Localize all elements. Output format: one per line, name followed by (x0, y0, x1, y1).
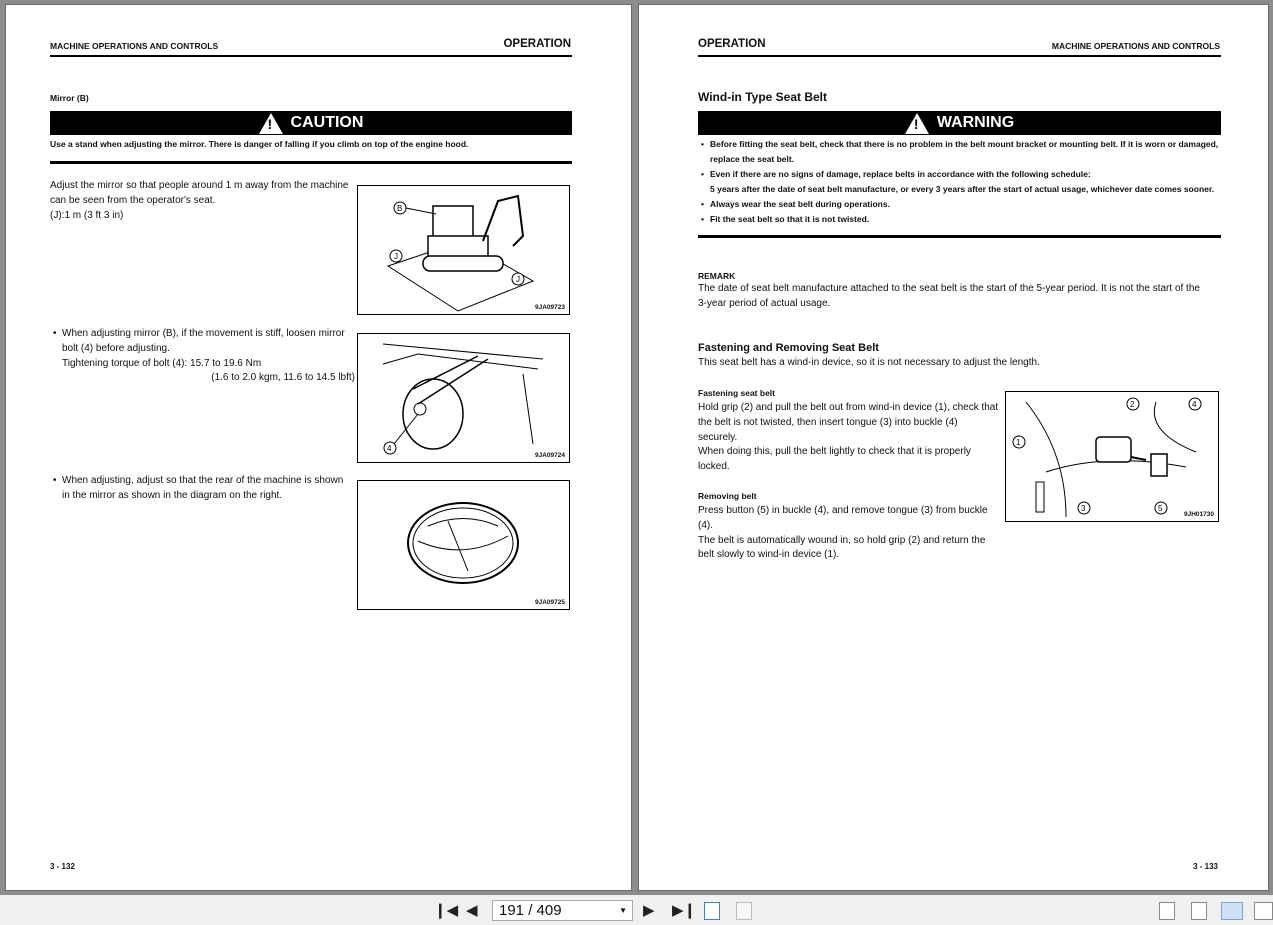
remark-label: REMARK (698, 271, 736, 281)
continuous-facing-view-icon[interactable] (1254, 902, 1273, 920)
callout-3: 3 (1081, 504, 1086, 513)
callout-j: J (516, 275, 520, 284)
excavator-illustration (358, 186, 569, 314)
text-line: Tightening torque of bolt (4): 15.7 to 19.6 Nm (62, 357, 262, 369)
figure-code: 9JA09723 (535, 304, 565, 311)
figure-seat-belt (1005, 391, 1219, 522)
page-number: 3 - 132 (50, 862, 75, 871)
chevron-down-icon[interactable]: ▼ (619, 906, 627, 915)
figure-excavator (357, 185, 570, 315)
warning-banner (698, 111, 1221, 135)
text-line: locked. (698, 461, 730, 473)
page-number: 3 - 133 (1193, 862, 1218, 871)
mirror-bolt-illustration (358, 334, 569, 462)
text-line: (J):1 m (3 ft 3 in) (50, 209, 124, 221)
callout-4: 4 (1192, 400, 1197, 409)
subsection-text: This seat belt has a wind-in device, so it is not necessary to adjust the length. (698, 357, 1040, 368)
fasten-label: Fastening seat belt (698, 388, 775, 398)
text-line: bolt (4) before adjusting. (62, 342, 170, 354)
callout-2: 2 (1130, 400, 1135, 409)
text-line: Press button (5) in buckle (4), and remove tongue (3) from buckle (698, 505, 988, 516)
page-number-input[interactable] (492, 900, 633, 921)
section-title: Mirror (B) (50, 93, 89, 103)
text-line: The belt is automatically wound in, so hold grip (2) and return the (698, 534, 986, 546)
go-back-view-icon[interactable] (704, 902, 720, 920)
section-title: Wind-in Type Seat Belt (698, 90, 828, 104)
warning-label: WARNING (936, 114, 1015, 131)
text-line: securely. (698, 431, 738, 443)
callout-b: B (397, 204, 403, 213)
left-page (5, 4, 632, 891)
remark-text (698, 282, 1200, 312)
first-page-icon[interactable]: ❙◀ (434, 902, 459, 919)
text-line: Adjust the mirror so that people around 1 m away from the machine (50, 180, 349, 191)
running-header-right: MACHINE OPERATIONS AND CONTROLS (1051, 41, 1220, 51)
text-line: in the mirror as shown in the diagram on the right. (62, 489, 283, 501)
caution-text: Use a stand when adjusting the mirror. There is danger of falling if you climb on top of the engine hood. (50, 139, 469, 149)
running-header-left: OPERATION (698, 38, 766, 50)
bullet-stiff (50, 327, 355, 386)
continuous-view-icon[interactable] (1191, 902, 1207, 920)
right-page (638, 4, 1269, 891)
caution-banner (50, 111, 572, 135)
text-line: the belt is not twisted, then insert tongue (3) into buckle (4) (698, 416, 958, 428)
text-line: replace the seat belt. (710, 154, 795, 164)
running-header-right: OPERATION (503, 38, 571, 50)
mirror-paragraph (50, 179, 348, 223)
callout-1: 1 (1016, 438, 1021, 447)
last-page-icon[interactable]: ▶❙ (672, 902, 697, 919)
text-line: • Even if there are no signs of damage, replace belts in accordance with the following schedule: (710, 169, 1091, 179)
fasten-text (698, 401, 1000, 475)
figure-code: 9JH01730 (1184, 511, 1214, 518)
text-line: • Fit the seat belt so that it is not twisted. (710, 214, 870, 224)
text-line: • When adjusting mirror (B), if the movement is stiff, loosen mirror (62, 328, 345, 339)
header-rule (698, 55, 1221, 57)
text-line: can be seen from the operator's seat. (50, 194, 216, 206)
navigation-toolbar (0, 895, 1273, 925)
callout-5: 5 (1158, 504, 1163, 513)
text-line: • Before fitting the seat belt, check that there is no problem in the belt mount bracket or mounting belt. If it is worn or damaged, (710, 139, 1219, 149)
prev-page-icon[interactable]: ◀ (466, 902, 478, 919)
bullet-rear (50, 474, 360, 504)
warning-triangle-icon (259, 113, 283, 134)
subsection-title: Fastening and Removing Seat Belt (698, 342, 879, 354)
callout-4: 4 (387, 444, 392, 453)
text-line: • Always wear the seat belt during operations. (710, 199, 890, 209)
figure-mirror-view (357, 480, 570, 610)
header-rule (50, 55, 572, 57)
go-forward-view-icon[interactable] (736, 902, 752, 920)
figure-code: 9JA09724 (535, 452, 565, 459)
remove-text (698, 504, 1000, 563)
callout-j: J (394, 252, 398, 261)
seat-belt-illustration (1006, 392, 1218, 521)
facing-pages-view-icon[interactable] (1221, 902, 1243, 920)
text-line: belt slowly to wind-in device (1). (698, 549, 840, 561)
caution-end-rule (50, 161, 572, 164)
remove-label: Removing belt (698, 491, 757, 501)
warning-end-rule (698, 235, 1221, 238)
text-line: The date of seat belt manufacture attached to the seat belt is the start of the 5-year period. It is not the start of the (698, 283, 1200, 294)
warning-list (698, 137, 1223, 227)
figure-code: 9JA09725 (535, 599, 565, 606)
warning-triangle-icon (905, 113, 929, 134)
next-page-icon[interactable]: ▶ (643, 902, 655, 919)
figure-mirror-bolt (357, 333, 570, 463)
text-line: Hold grip (2) and pull the belt out from wind-in device (1), check that (698, 402, 999, 413)
text-line: (4). (698, 519, 713, 531)
text-line: 5 years after the date of seat belt manufacture, or every 3 years after the start of actual usage, whichever date comes sooner. (710, 184, 1215, 194)
text-line: 3-year period of actual usage. (698, 297, 831, 309)
caution-label: CAUTION (290, 114, 364, 131)
text-line: (1.6 to 2.0 kgm, 11.6 to 14.5 lbft) (211, 372, 355, 384)
page-value: 191 / 409 (499, 902, 562, 919)
text-line: When doing this, pull the belt lightly to check that it is properly (698, 446, 971, 458)
running-header-left: MACHINE OPERATIONS AND CONTROLS (50, 41, 219, 51)
mirror-view-illustration (358, 481, 569, 609)
single-page-view-icon[interactable] (1159, 902, 1175, 920)
text-line: • When adjusting, adjust so that the rear of the machine is shown (62, 475, 344, 486)
